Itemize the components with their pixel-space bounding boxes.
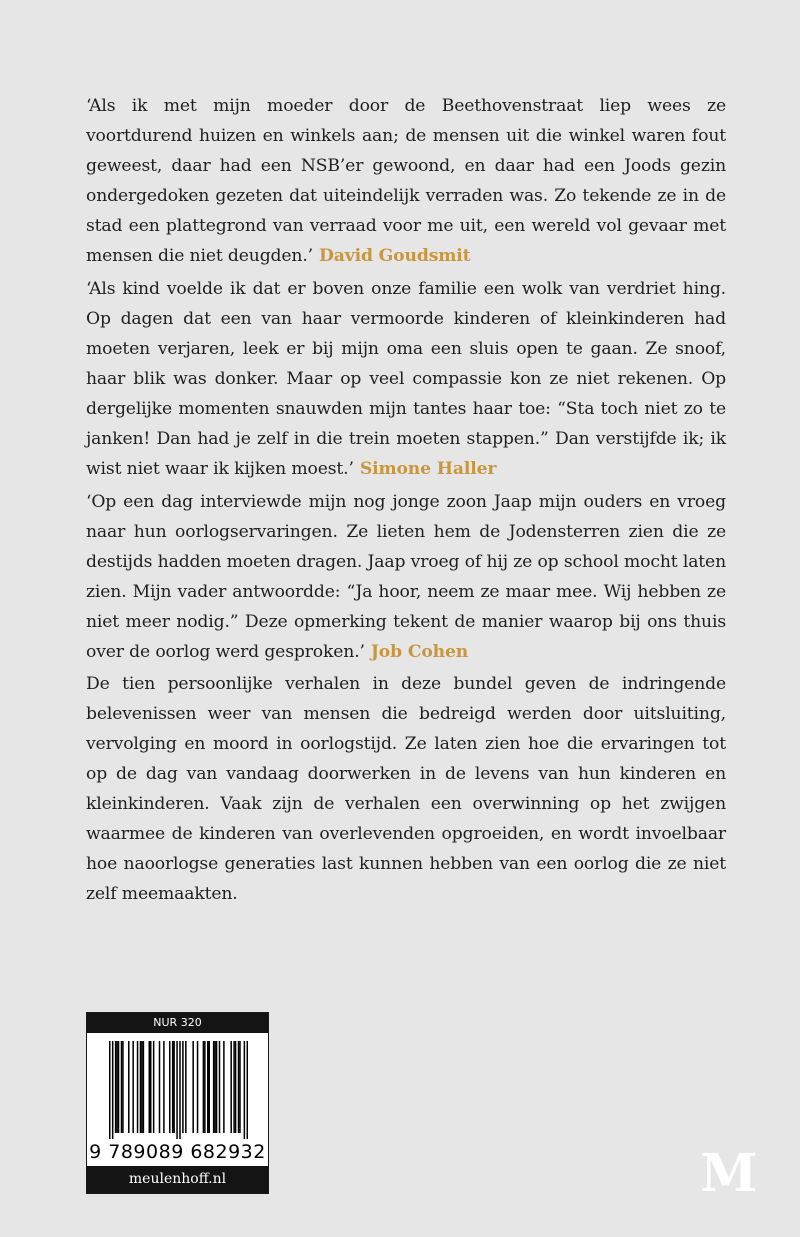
barcode-bar [203, 1041, 205, 1133]
barcode-bar [230, 1041, 232, 1133]
barcode-bar [247, 1041, 248, 1139]
publisher-website: meulenhoff.nl [87, 1166, 268, 1193]
quote-author: Simone Haller [359, 459, 497, 480]
barcode-bar [223, 1041, 225, 1133]
barcode-bar [239, 1041, 241, 1133]
barcode-bar [163, 1041, 165, 1133]
barcode-bar [121, 1041, 123, 1133]
barcode-bar [159, 1041, 161, 1133]
barcode-bar [149, 1041, 151, 1133]
nur-code: NUR 320 [87, 1013, 268, 1033]
barcode-bar [182, 1041, 184, 1133]
publisher-logo: M [700, 1143, 758, 1204]
barcode-bar [208, 1041, 210, 1133]
barcode-bar [219, 1041, 221, 1133]
quote-author: David Goudsmit [318, 246, 471, 267]
barcode-bar [132, 1041, 134, 1133]
quote-author: Job Cohen [370, 642, 469, 663]
barcode-bar [116, 1041, 118, 1133]
quote-text: ‘Als ik met mijn moeder door de Beethovenstraat liep wees ze voortdurend huizen en winkels aan; de mensen uit die winkel waren fout geweest, daar had een NSB’er gewoond, en daar had een Joods gezin ondergedoken gezeten dat uiteindelijk verraden was. Zo tekende ze in de stad een plattegrond van verraad voor me uit, een wereld vol gevaar met mensen die niet deugden.’ [86, 96, 726, 267]
barcode-bar [140, 1041, 142, 1133]
barcode-bar [153, 1041, 155, 1133]
barcode-bar [112, 1041, 114, 1139]
quote-cohen [86, 487, 726, 667]
quote-text: ‘Als kind voelde ik dat er boven onze familie een wolk van verdriet hing. Op dagen dat een van haar vermoorde kinderen of kleinkinderen had moeten verjaren, leek er bij mijn oma een sluis open te gaan. Ze snoof, haar blik was donker. Maar op veel compassie kon ze niet rekenen. Op dergelijke momenten snauwden mijn tantes haar toe: “Sta toch niet zo te janken! Dan had je zelf in die trein moeten stappen.” Dan verstijfde ik; ik wist niet waar ik kijken moest.’ [86, 279, 726, 480]
barcode-bar [143, 1041, 145, 1133]
barcode-bar [179, 1041, 181, 1139]
quote-haller [86, 274, 726, 484]
barcode-bar [176, 1041, 178, 1139]
barcode-bar [233, 1041, 235, 1133]
barcode-bar [172, 1041, 174, 1133]
barcode-bar [173, 1041, 175, 1133]
barcode-bar [128, 1041, 130, 1133]
barcode-bar [137, 1041, 139, 1133]
barcode-image [109, 1041, 248, 1139]
barcode-bar [192, 1041, 194, 1133]
book-blurb: De tien persoonlijke verhalen in deze bundel geven de indringende belevenissen weer van mensen die bedreigd werden door uitsluiting, vervolging en moord in oorlogstijd. Ze laten zien hoe die ervaringen tot op de dag van vandaag doorwerken in de levens van hun kinderen en kleinkinderen. Vaak zijn de verhalen een overwinning op het zwijgen waarmee de kinderen van overlevenden opgroeiden, en wordt invoelbaar hoe naoorlogse generaties last kunnen hebben van een oorlog die ze niet zelf meemaakten. [86, 674, 726, 905]
barcode-bar [207, 1041, 209, 1133]
barcode-bar [238, 1041, 240, 1133]
barcode-bar [109, 1041, 111, 1139]
barcode-bar [169, 1041, 171, 1133]
barcode-bar [214, 1041, 216, 1133]
barcode-bar [204, 1041, 206, 1133]
isbn-barcode-block [86, 1012, 269, 1194]
barcode-bar [122, 1041, 124, 1133]
isbn-number: 9 789089 682932 [89, 1141, 266, 1163]
barcode-bar [118, 1041, 120, 1133]
barcode-bar [235, 1041, 237, 1133]
quote-goudsmit [86, 91, 726, 271]
barcode-bar [141, 1041, 143, 1133]
barcode-bar [213, 1041, 215, 1133]
barcode-bar [197, 1041, 199, 1133]
barcode-bar [150, 1041, 152, 1133]
barcode-bar [115, 1041, 117, 1133]
barcode-bar [216, 1041, 218, 1133]
barcode-bar [185, 1041, 187, 1133]
barcode-bar [244, 1041, 246, 1139]
quote-text: ‘Op een dag interviewde mijn nog jonge zoon Jaap mijn ouders en vroeg naar hun oorlogservaringen. Ze lieten hem de Jodensterren zien die ze destijds hadden moeten dragen. Jaap vroeg of hij ze op school mocht laten zien. Mijn vader antwoordde: “Ja hoor, neem ze maar mee. Wij hebben ze niet meer nodig.” Deze opmerking tekent de manier waarop bij ons thuis over de oorlog werd gesproken.’ [86, 492, 726, 663]
